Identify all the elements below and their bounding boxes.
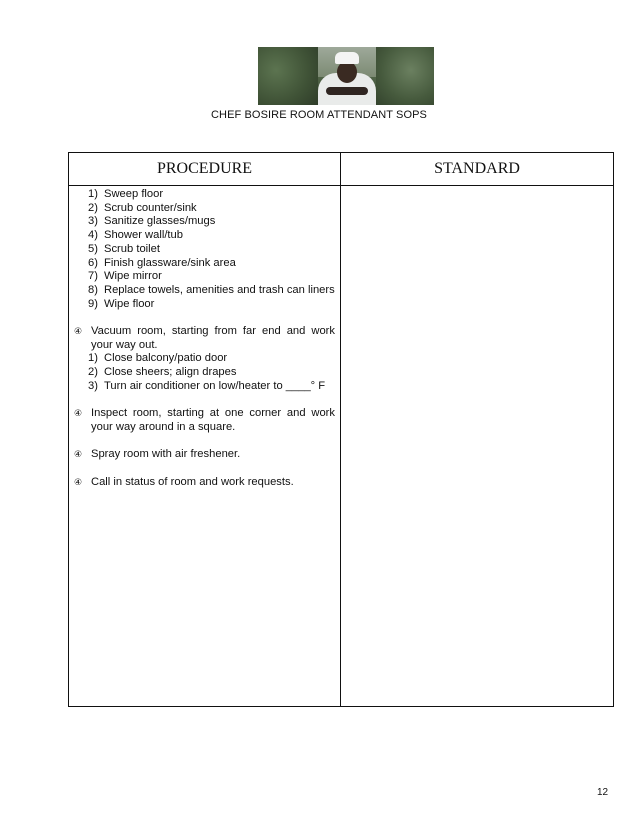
bullet-text: Inspect room, starting at one corner and work your way around in a square.	[91, 407, 335, 433]
list-item	[73, 270, 335, 284]
spacer	[73, 435, 335, 449]
item-text: Replace towels, amenities and trash can liners	[104, 283, 335, 296]
item-number: 8)	[88, 283, 98, 296]
item-text: Turn air conditioner on low/heater to ____° F	[104, 379, 326, 392]
list-item	[73, 229, 335, 243]
standard-column-header: STANDARD	[434, 160, 520, 177]
list-item	[73, 188, 335, 202]
list-item	[73, 284, 335, 298]
list-item	[73, 298, 335, 312]
list-item	[73, 215, 335, 229]
item-number: 3)	[88, 379, 98, 392]
item-text: Close balcony/patio door	[104, 352, 228, 365]
item-text: Sweep floor	[104, 188, 164, 200]
sop-table	[68, 152, 614, 707]
item-number: 4)	[88, 229, 98, 242]
photo-chef-face	[337, 61, 357, 83]
document-title: CHEF BOSIRE ROOM ATTENDANT SOPS	[211, 109, 427, 121]
item-number: 1)	[88, 188, 98, 200]
item-text: Wipe floor	[104, 297, 155, 310]
item-number: 2)	[88, 201, 98, 214]
item-number: 5)	[88, 242, 98, 255]
spacer	[73, 394, 335, 408]
item-number: 2)	[88, 366, 98, 379]
list-item	[73, 257, 335, 271]
procedure-column-header: PROCEDURE	[156, 160, 253, 177]
bullet-item	[73, 476, 335, 490]
column-divider	[340, 153, 341, 706]
bullet-icon: ④	[74, 476, 83, 487]
photo-chef-hat	[335, 52, 359, 64]
item-number: 7)	[88, 270, 98, 283]
list-item	[73, 380, 335, 394]
bullet-text: Call in status of room and work requests.	[91, 475, 294, 488]
photo-chef-arms	[326, 87, 368, 95]
photo-trees-right	[376, 47, 434, 105]
item-text: Shower wall/tub	[104, 229, 183, 242]
bullet-text: Spray room with air freshener.	[91, 448, 241, 461]
photo-trees-left	[258, 47, 318, 105]
item-number: 6)	[88, 256, 98, 269]
item-text: Close sheers; align drapes	[104, 366, 237, 379]
list-item	[73, 352, 335, 366]
item-text: Sanitize glasses/mugs	[104, 215, 216, 228]
item-text: Wipe mirror	[104, 270, 162, 283]
procedure-cell	[73, 188, 335, 489]
item-number: 3)	[88, 215, 98, 228]
page-number: 12	[597, 787, 609, 798]
bullet-item	[73, 325, 335, 352]
bullet-icon: ④	[74, 326, 83, 337]
bullet-item	[73, 407, 335, 434]
list-item	[73, 202, 335, 216]
bullet-item	[73, 448, 335, 462]
list-item	[73, 366, 335, 380]
header-divider	[69, 185, 613, 186]
item-text: Finish glassware/sink area	[104, 256, 236, 269]
spacer	[73, 311, 335, 325]
item-text: Scrub toilet	[104, 242, 160, 255]
spacer	[73, 462, 335, 476]
item-number: 9)	[88, 297, 98, 310]
item-text: Scrub counter/sink	[104, 201, 197, 214]
bullet-icon: ④	[74, 408, 83, 419]
bullet-text: Vacuum room, starting from far end and work your way out.	[91, 325, 335, 351]
chef-photo	[258, 47, 434, 105]
list-item	[73, 243, 335, 257]
item-number: 1)	[88, 352, 98, 365]
bullet-icon: ④	[74, 449, 83, 460]
